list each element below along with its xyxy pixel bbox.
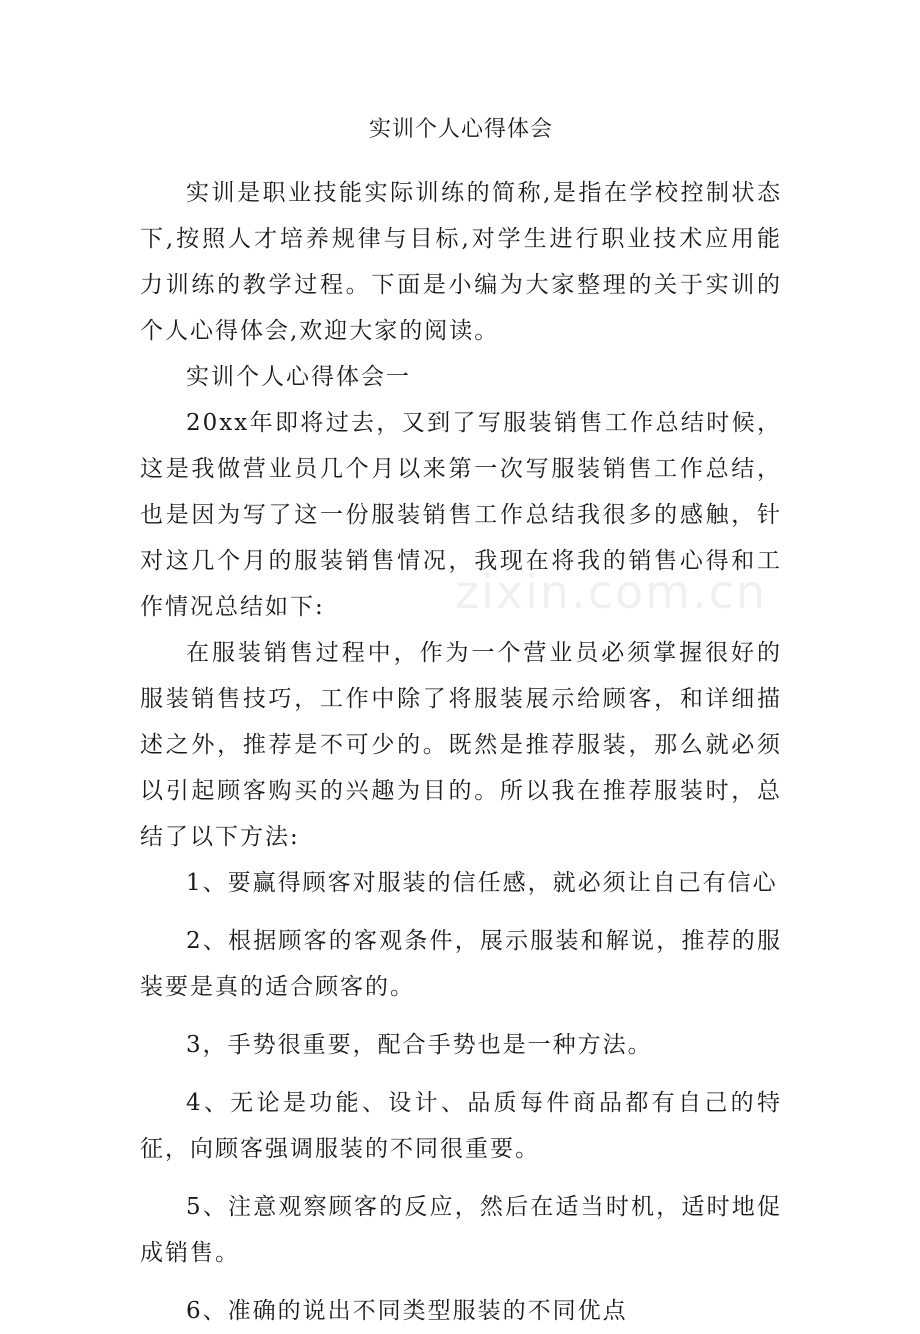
paragraph-methods-intro: 在服装销售过程中，作为一个营业员必须掌握很好的服装销售技巧，工作中除了将服装展示给顾客，和详细描述之外，推荐是不可少的。既然是推荐服装，那么就必须以引起顾客购买的兴趣为目的。所以我在推荐服装时，总结了以下方法: — [140, 640, 782, 850]
document-title: 实训个人心得体会 — [368, 117, 553, 142]
list-item-3: 3，手势很重要，配合手势也是一种方法。 — [186, 1032, 653, 1058]
list-item-1: 1、要赢得顾客对服装的信任感，就必须让自己有信心 — [186, 870, 778, 896]
list-item-4: 4、无论是功能、设计、品质每件商品都有自己的特征，向顾客强调服装的不同很重要。 — [140, 1090, 782, 1162]
watermark: zixin.com.cn — [455, 565, 768, 619]
list-item-6: 6、准确的说出不同类型服装的不同优点 — [186, 1298, 628, 1324]
section-heading: 实训个人心得体会一 — [186, 364, 411, 390]
list-item-2: 2、根据顾客的客观条件，展示服装和解说，推荐的服装要是真的适合顾客的。 — [140, 928, 782, 1000]
paragraph-intro: 实训是职业技能实际训练的简称,是指在学校控制状态下,按照人才培养规律与目标,对学生进行职业技术应用能力训练的教学过程。下面是小编为大家整理的关于实训的个人心得体会,欢迎大家的阅读。 — [140, 180, 782, 344]
list-item-5: 5、注意观察顾客的反应，然后在适当时机，适时地促成销售。 — [140, 1194, 782, 1266]
paragraph-summary: 20xx年即将过去，又到了写服装销售工作总结时候，这是我做营业员几个月以来第一次写服装销售工作总结，也是因为写了这一份服装销售工作总结我很多的感触，针对这几个月的服装销售情况，我现在将我的销售心得和工作情况总结如下: — [140, 410, 782, 620]
